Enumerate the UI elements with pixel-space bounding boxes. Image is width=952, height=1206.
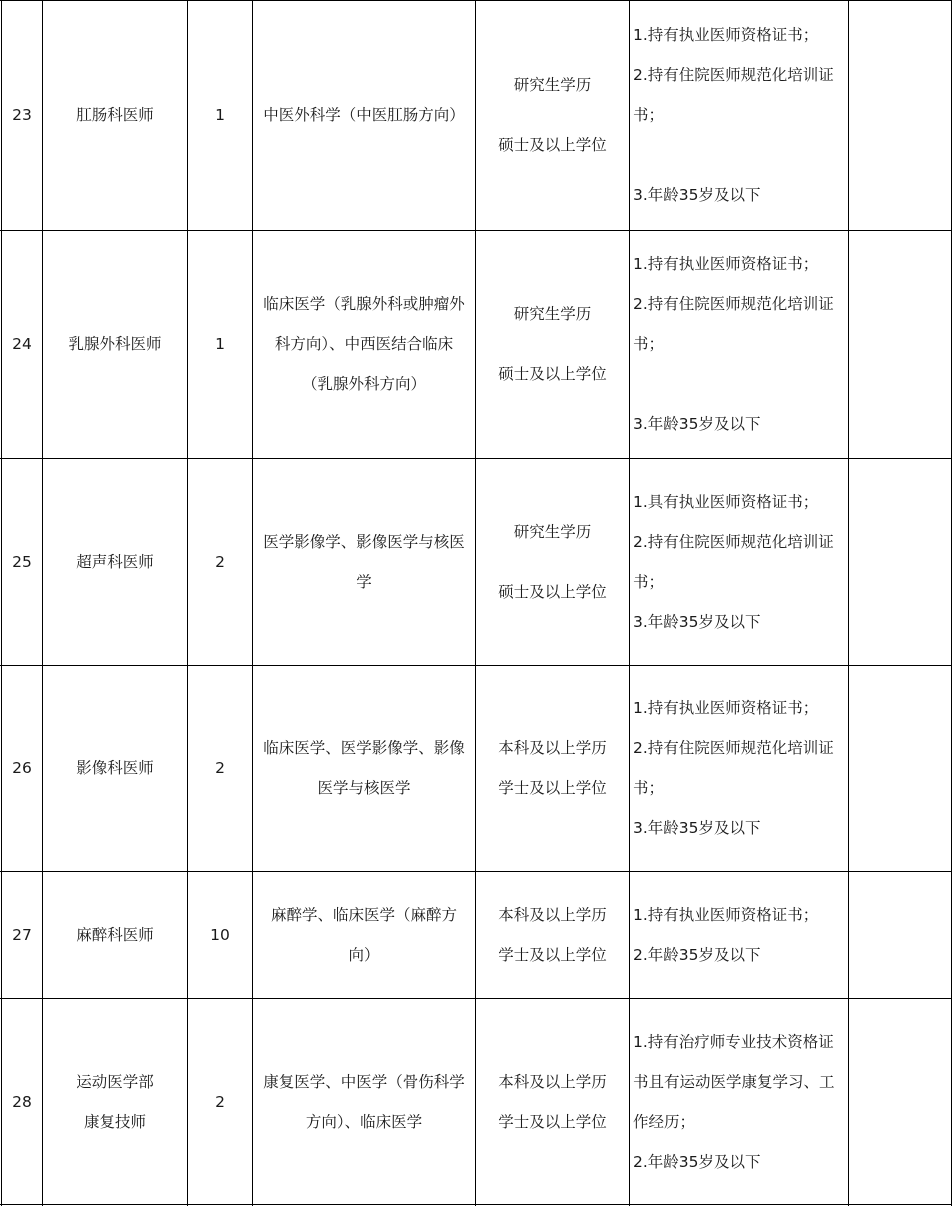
remark-cell xyxy=(849,871,952,998)
remark-cell xyxy=(849,665,952,871)
major-requirement-line: 向） xyxy=(348,945,380,964)
other-requirements-line: 1.具有执业医师资格证书； xyxy=(633,492,819,511)
education-requirement xyxy=(476,230,629,458)
other-requirements-line: 3.年龄35岁及以下 xyxy=(633,612,761,631)
position-name xyxy=(43,230,187,458)
education-line: 本科及以上学历 xyxy=(498,905,607,924)
position-name xyxy=(43,0,187,230)
position-name-line: 肛肠科医师 xyxy=(76,106,154,124)
position-name-line: 麻醉科医师 xyxy=(76,925,154,944)
remark-cell xyxy=(849,458,952,665)
position-name-line: 乳腺外科医师 xyxy=(68,335,162,353)
position-name xyxy=(43,998,187,1206)
position-name xyxy=(43,871,187,998)
major-requirement-line: 科方向）、中西医结合临床 xyxy=(274,335,454,353)
row-number: 25 xyxy=(12,552,32,571)
other-requirements xyxy=(630,998,848,1206)
row-number: 23 xyxy=(12,106,32,124)
education-line: 本科及以上学历 xyxy=(498,1073,607,1091)
other-requirements xyxy=(630,458,848,665)
other-requirements xyxy=(630,0,848,230)
table-row xyxy=(0,998,952,1206)
major-requirement-line: 医学与核医学 xyxy=(317,779,411,797)
education-requirement xyxy=(476,458,629,665)
other-requirements-line: 2.持有住院医师规范化培训证 xyxy=(633,532,834,551)
remark-cell xyxy=(849,998,952,1206)
other-requirements-line: 1.持有执业医师资格证书； xyxy=(633,905,819,924)
other-requirements xyxy=(630,230,848,458)
headcount: 1 xyxy=(215,335,225,353)
education-line: 研究生学历 xyxy=(513,76,592,94)
position-name-line: 康复技师 xyxy=(83,1113,146,1131)
headcount: 10 xyxy=(210,925,230,944)
table-row xyxy=(0,230,952,458)
other-requirements xyxy=(630,665,848,871)
education-line: 硕士及以上学位 xyxy=(498,365,607,383)
major-requirement xyxy=(253,998,475,1206)
row-number: 26 xyxy=(12,759,32,777)
other-requirements-line: 2.年龄35岁及以下 xyxy=(633,945,761,964)
remark-cell xyxy=(849,0,952,230)
row-number: 24 xyxy=(12,335,32,353)
other-requirements-line: 作经历； xyxy=(633,1113,696,1131)
remark-cell xyxy=(849,230,952,458)
education-line: 学士及以上学位 xyxy=(498,779,607,797)
other-requirements-line: 2.持有住院医师规范化培训证 xyxy=(633,739,834,757)
other-requirements-line xyxy=(633,135,638,175)
table-row xyxy=(0,665,952,871)
education-line: 硕士及以上学位 xyxy=(498,136,607,154)
other-requirements-line: 书； xyxy=(633,572,665,591)
other-requirements-line: 1.持有治疗师专业技术资格证 xyxy=(633,1033,834,1051)
other-requirements-line xyxy=(633,364,638,404)
table-row xyxy=(0,871,952,998)
education-line: 硕士及以上学位 xyxy=(498,582,607,601)
major-requirement-line: （乳腺外科方向） xyxy=(301,375,426,393)
major-requirement xyxy=(253,458,475,665)
row-number: 27 xyxy=(12,925,32,944)
major-requirement-line: 临床医学、医学影像学、影像 xyxy=(263,739,465,757)
other-requirements-line: 3.年龄35岁及以下 xyxy=(633,415,761,433)
position-name-line: 运动医学部 xyxy=(76,1073,154,1091)
education-line: 研究生学历 xyxy=(513,522,592,541)
education-line: 本科及以上学历 xyxy=(498,739,607,757)
headcount: 2 xyxy=(215,1093,225,1111)
education-line: 学士及以上学位 xyxy=(498,1113,607,1131)
other-requirements-line: 1.持有执业医师资格证书； xyxy=(633,26,819,44)
major-requirement xyxy=(253,665,475,871)
position-name xyxy=(43,665,187,871)
row-number: 28 xyxy=(12,1093,32,1111)
major-requirement xyxy=(253,0,475,230)
education-line: 学士及以上学位 xyxy=(498,945,607,964)
other-requirements-line: 书； xyxy=(633,106,665,124)
major-requirement-line: 中医外科学（中医肛肠方向） xyxy=(263,106,465,124)
headcount: 2 xyxy=(215,552,225,571)
other-requirements-line: 2.年龄35岁及以下 xyxy=(633,1153,761,1171)
education-line: 研究生学历 xyxy=(513,305,592,323)
other-requirements-line: 书； xyxy=(633,779,665,797)
other-requirements-line: 1.持有执业医师资格证书； xyxy=(633,699,819,717)
other-requirements-line: 3.年龄35岁及以下 xyxy=(633,186,761,204)
position-name-line: 影像科医师 xyxy=(76,759,154,777)
other-requirements xyxy=(630,871,848,998)
major-requirement-line: 麻醉学、临床医学（麻醉方 xyxy=(270,905,457,924)
other-requirements-line: 1.持有执业医师资格证书； xyxy=(633,255,819,273)
other-requirements-line: 2.持有住院医师规范化培训证 xyxy=(633,295,834,313)
education-requirement xyxy=(476,871,629,998)
education-requirement xyxy=(476,998,629,1206)
headcount: 2 xyxy=(215,759,225,777)
headcount: 1 xyxy=(215,106,225,124)
other-requirements-line: 书且有运动医学康复学习、工 xyxy=(633,1073,835,1091)
table-row xyxy=(0,0,952,230)
other-requirements-line: 2.持有住院医师规范化培训证 xyxy=(633,66,834,84)
major-requirement-line: 临床医学（乳腺外科或肿瘤外 xyxy=(263,295,465,313)
major-requirement-line: 学 xyxy=(356,572,372,591)
other-requirements-line: 3.年龄35岁及以下 xyxy=(633,819,761,837)
major-requirement xyxy=(253,230,475,458)
major-requirement-line: 方向）、临床医学 xyxy=(305,1113,423,1131)
table-row xyxy=(0,458,952,665)
major-requirement xyxy=(253,871,475,998)
education-requirement xyxy=(476,665,629,871)
major-requirement-line: 康复医学、中医学（骨伤科学 xyxy=(263,1073,465,1091)
other-requirements-line: 书； xyxy=(633,335,665,353)
major-requirement-line: 医学影像学、影像医学与核医 xyxy=(263,532,465,551)
education-requirement xyxy=(476,0,629,230)
position-name-line: 超声科医师 xyxy=(76,552,154,571)
position-name xyxy=(43,458,187,665)
